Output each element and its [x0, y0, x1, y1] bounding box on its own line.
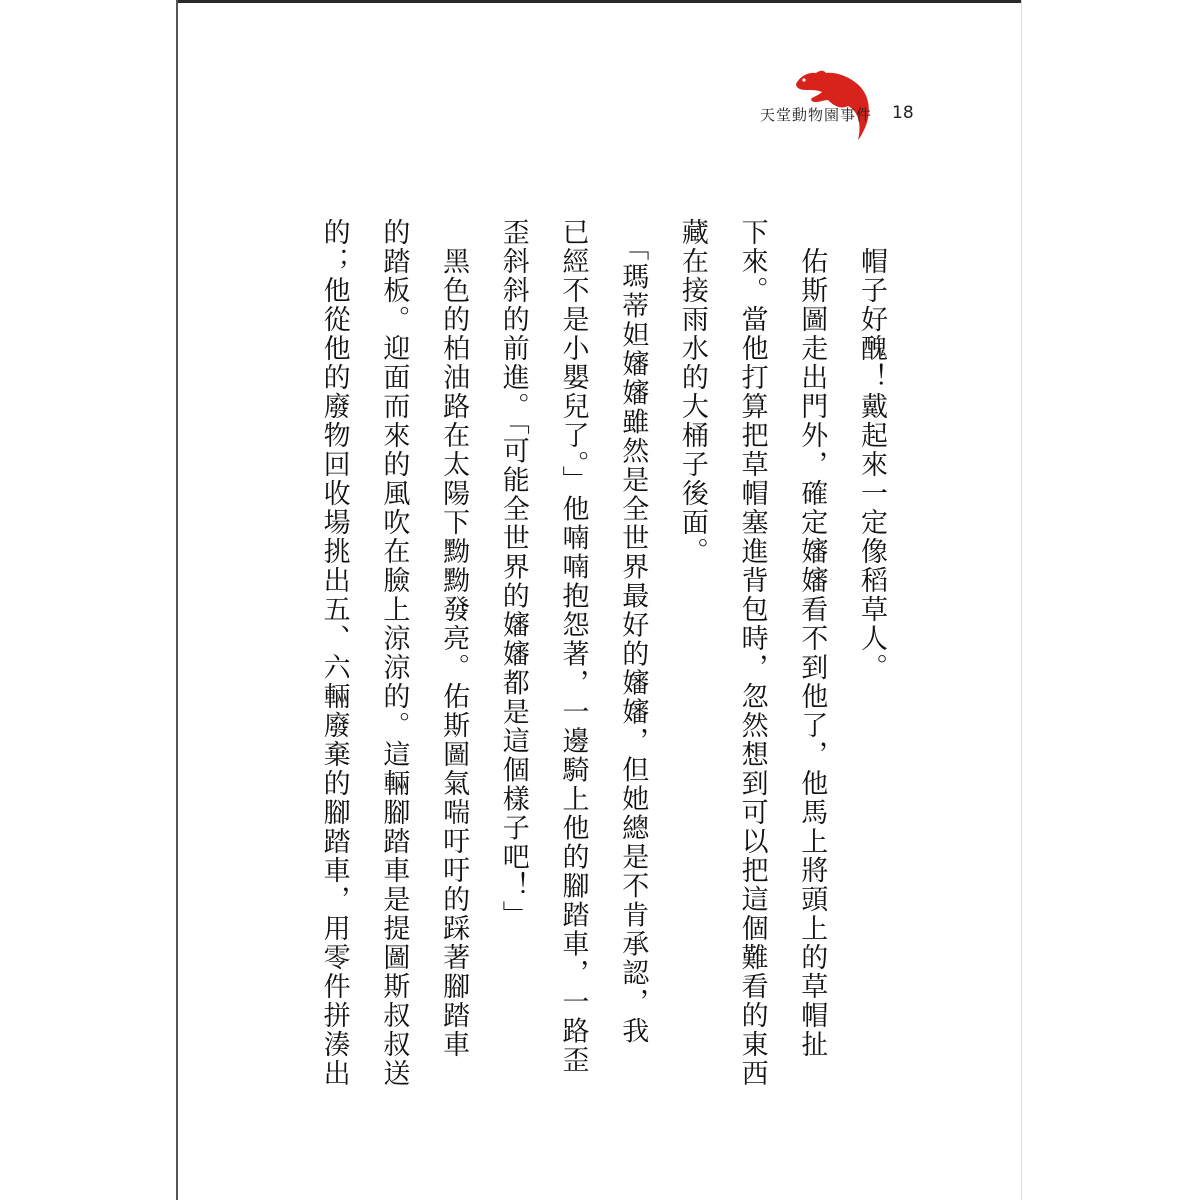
otter-icon — [790, 62, 880, 142]
text-line: 藏在接雨水的大桶子後面。 — [676, 218, 708, 566]
text-line: 的踏板。迎面而來的風吹在臉上涼涼的。這輛腳踏車是提圖斯叔叔送 — [378, 218, 410, 1088]
top-border — [178, 0, 1021, 3]
running-header-title: 天堂動物園事件 — [760, 106, 873, 124]
text-line: 下來。當他打算把草帽塞進背包時，忽然想到可以把這個難看的東西 — [736, 218, 768, 1088]
text-line: 黑色的柏油路在太陽下黝黝發亮。佑斯圖氣喘吁吁的踩著腳踏車 — [438, 218, 470, 1059]
text-line: 歪斜斜的前進。「可能全世界的嬸嬸都是這個樣子吧！」 — [497, 218, 529, 930]
text-line: 「瑪蒂妲嬸嬸雖然是全世界最好的嬸嬸，但她總是不肯承認，我 — [617, 218, 649, 1046]
text-line: 已經不是小嬰兒了。」他喃喃抱怨著，一邊騎上他的腳踏車，一路歪 — [557, 218, 589, 1075]
vertical-text-body — [310, 218, 900, 1088]
book-page — [176, 0, 1022, 1200]
page-number: 18 — [892, 103, 914, 123]
text-line: 的；他從他的廢物回收場挑出五、六輛廢棄的腳踏車，用零件拼湊出 — [318, 218, 350, 1088]
text-line: 帽子好醜！戴起來一定像稻草人。 — [856, 218, 887, 682]
text-line: 佑斯圖走出門外，確定嬸嬸看不到他了，他馬上將頭上的草帽扯 — [796, 218, 828, 1059]
